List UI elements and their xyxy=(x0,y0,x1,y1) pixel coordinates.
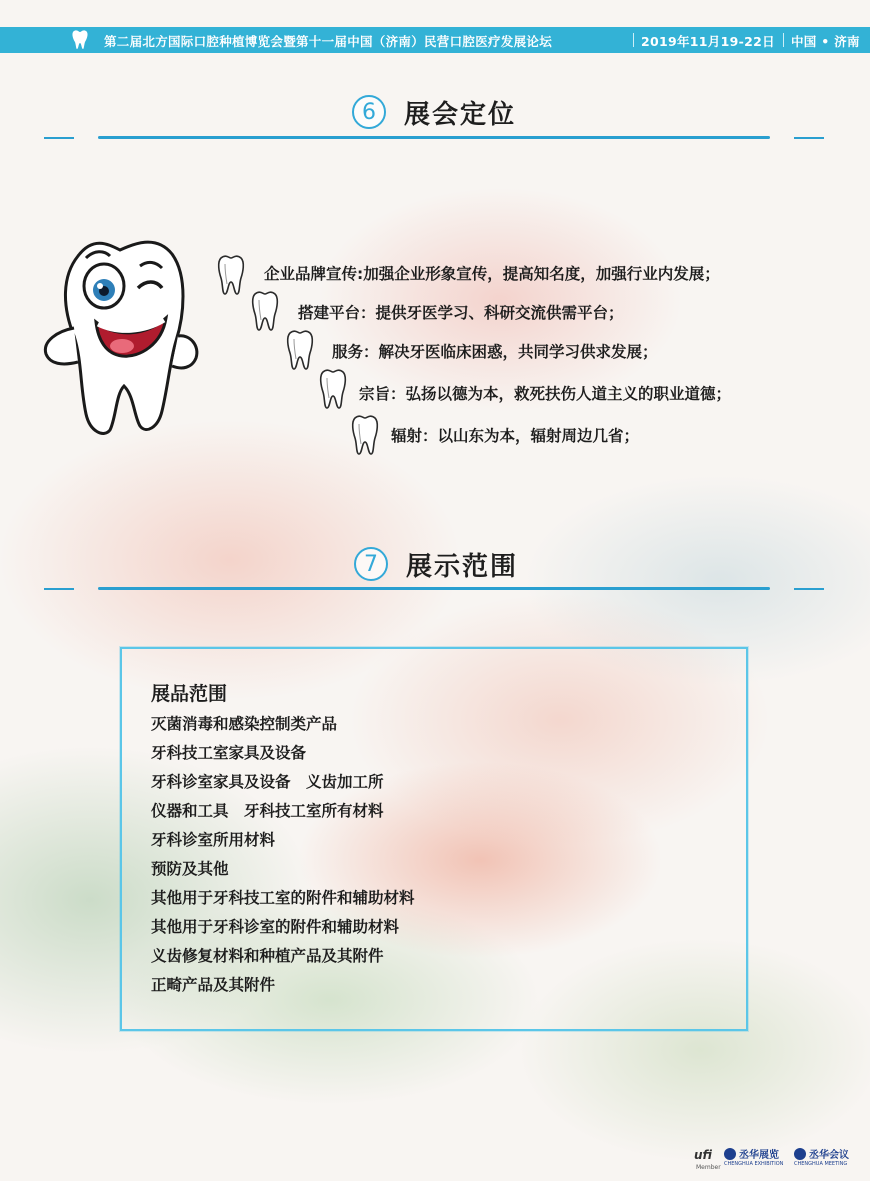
event-date: 2019年11月19-22日 xyxy=(641,34,775,49)
positioning-item: 企业品牌宣传:加强企业形象宣传，提高知名度，加强行业内发展； xyxy=(264,265,720,283)
positioning-item: 搭建平台：提供牙医学习、科研交流供需平台； xyxy=(298,304,624,322)
chenghua-meeting-logo: 丞华会议 CHENGHUA MEETING xyxy=(794,1146,849,1161)
spiral-logo-icon xyxy=(724,1148,736,1160)
tooth-icon xyxy=(216,254,246,298)
section-heading-scope xyxy=(0,544,870,584)
chenghua-exhibition-logo: 丞华展览 CHENGHUA EXHIBITION xyxy=(724,1146,779,1161)
tooth-icon xyxy=(350,414,380,458)
section-heading-positioning xyxy=(0,92,870,132)
exhibit-category: 正畸产品及其附件 xyxy=(151,976,276,994)
divider-rule xyxy=(98,136,770,139)
positioning-item: 服务：解决牙医临床困惑，共同学习供求发展； xyxy=(332,343,658,361)
tooth-logo-icon xyxy=(66,27,94,53)
event-location: 中国 • 济南 xyxy=(791,34,860,49)
section-title: 展会定位 xyxy=(404,100,517,130)
spiral-logo-icon xyxy=(794,1148,806,1160)
exhibit-category: 牙科诊室所用材料 xyxy=(151,831,276,849)
exhibit-category: 其他用于牙科诊室的附件和辅助材料 xyxy=(151,918,400,936)
positioning-item: 宗旨：弘扬以德为本，救死扶伤人道主义的职业道德； xyxy=(359,385,732,403)
event-title: 第二届北方国际口腔种植博览会暨第十一届中国（济南）民营口腔医疗发展论坛 xyxy=(104,34,553,49)
tooth-icon xyxy=(250,290,280,334)
header-divider xyxy=(633,33,634,47)
exhibit-scope-title: 展品范围 xyxy=(151,683,228,705)
ufi-member-label: Member xyxy=(696,1164,721,1171)
exhibit-category: 牙科技工室家具及设备 xyxy=(151,744,307,762)
exhibit-category: 牙科诊室家具及设备 义齿加工所 xyxy=(151,773,384,791)
footer-logos xyxy=(694,1140,870,1181)
divider-rule xyxy=(98,587,770,590)
section-number-badge: 6 xyxy=(352,95,386,129)
tooth-mascot-icon xyxy=(38,236,203,438)
header-divider xyxy=(783,33,784,47)
tooth-icon xyxy=(285,329,315,373)
header-band xyxy=(0,27,870,53)
section-title: 展示范围 xyxy=(406,552,519,582)
exhibit-category: 义齿修复材料和种植产品及其附件 xyxy=(151,947,384,965)
section-number-badge: 7 xyxy=(354,547,388,581)
positioning-item: 辐射：以山东为本，辐射周边几省； xyxy=(391,427,640,445)
tooth-icon xyxy=(318,368,348,412)
ufi-logo: ufi xyxy=(694,1148,712,1162)
divider-rule xyxy=(794,137,824,139)
divider-rule xyxy=(44,137,74,139)
exhibit-category: 预防及其他 xyxy=(151,860,229,878)
divider-rule xyxy=(794,588,824,590)
divider-rule xyxy=(44,588,74,590)
exhibit-category: 其他用于牙科技工室的附件和辅助材料 xyxy=(151,889,415,907)
exhibit-category: 灭菌消毒和感染控制类产品 xyxy=(151,715,338,733)
exhibit-category: 仪器和工具 牙科技工室所有材料 xyxy=(151,802,384,820)
